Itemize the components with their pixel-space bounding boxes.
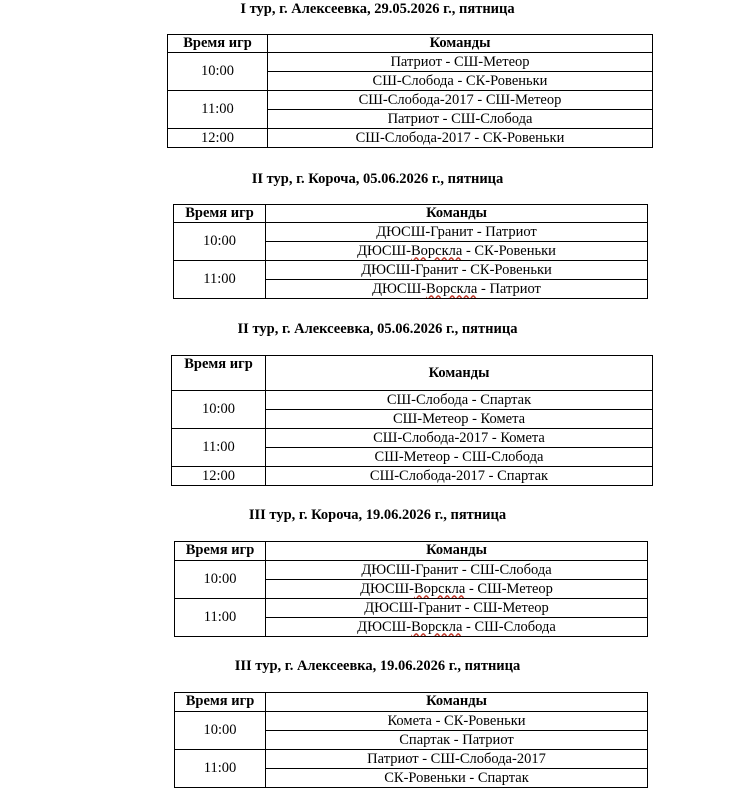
table-header-row <box>168 35 653 53</box>
match-cell <box>266 599 648 618</box>
table-row <box>175 750 648 769</box>
game-time: 10:00 <box>175 561 266 599</box>
table-row <box>172 391 653 410</box>
game-time: 10:00 <box>175 712 266 750</box>
round-heading: I тур, г. Алексеевка, 29.05.2026 г., пятница <box>240 1 515 17</box>
match-text: ДЮСШ-Ворскла - СК-Ровеньки <box>357 242 556 259</box>
table-row <box>175 561 648 580</box>
teams-column-header: Команды <box>266 542 648 561</box>
match-cell <box>266 448 653 467</box>
match-text: ДЮСШ-Гранит - СК-Ровеньки <box>361 261 552 278</box>
game-time: 10:00 <box>172 391 266 429</box>
match-text: Патриот - СШ-Слобода <box>387 110 533 127</box>
spellcheck-underline: Ворскла <box>413 580 466 597</box>
round-heading: II тур, г. Короча, 05.06.2026 г., пятница <box>251 171 504 187</box>
table-row <box>174 261 648 280</box>
game-time: 11:00 <box>172 429 266 467</box>
table-header-row <box>174 205 648 223</box>
teams-column-header: Команды <box>268 35 653 53</box>
table-header-row <box>175 542 648 561</box>
spellcheck-underline: Ворскла <box>411 242 463 259</box>
game-time: 11:00 <box>175 599 266 637</box>
round-heading: II тур, г. Алексеевка, 05.06.2026 г., пятница <box>237 321 518 337</box>
match-cell <box>266 561 648 580</box>
schedule-table <box>167 34 653 148</box>
teams-column-header: Команды <box>266 356 653 391</box>
match-text: Патриот - СШ-Метеор <box>390 53 530 70</box>
match-cell <box>266 750 648 769</box>
match-cell <box>268 72 653 91</box>
match-text: ДЮСШ-Ворскла - СШ-Метеор <box>360 580 553 597</box>
time-column-header: Время игр <box>172 356 266 391</box>
table-row <box>168 53 653 72</box>
game-time: 10:00 <box>168 53 268 91</box>
match-cell <box>268 53 653 72</box>
match-cell <box>268 110 653 129</box>
time-column-header: Время игр <box>168 35 268 53</box>
table-row <box>172 429 653 448</box>
match-text: СШ-Слобода-2017 - Спартак <box>369 467 549 484</box>
match-cell <box>266 391 653 410</box>
game-time: 10:00 <box>174 223 266 261</box>
game-time: 12:00 <box>168 129 268 148</box>
match-cell <box>266 223 648 242</box>
match-cell <box>266 467 653 486</box>
game-time: 11:00 <box>174 261 266 299</box>
match-cell <box>266 242 648 261</box>
match-text: Патриот - СШ-Слобода-2017 <box>367 750 546 767</box>
spellcheck-underline: Ворскла <box>426 280 478 297</box>
match-text: Спартак - Патриот <box>399 731 514 748</box>
match-cell <box>266 618 648 637</box>
game-time: 11:00 <box>168 91 268 129</box>
match-text: ДЮСШ-Гранит - СШ-Метеор <box>364 599 549 616</box>
match-text: ДЮСШ-Ворскла - СШ-Слобода <box>357 618 556 635</box>
game-time: 11:00 <box>175 750 266 788</box>
table-row <box>172 467 653 486</box>
round-heading: III тур, г. Алексеевка, 19.06.2026 г., пятница <box>234 658 521 674</box>
match-cell <box>266 410 653 429</box>
match-cell <box>268 91 653 110</box>
match-text: СК-Ровеньки - Спартак <box>384 769 529 786</box>
match-text: ДЮСШ-Гранит - СШ-Слобода <box>361 561 552 578</box>
table-row <box>175 599 648 618</box>
table-row <box>168 91 653 110</box>
game-time: 12:00 <box>172 467 266 486</box>
time-column-header: Время игр <box>174 205 266 223</box>
match-text: СШ-Слобода-2017 - Комета <box>373 429 545 446</box>
match-text: СШ-Слобода - Спартак <box>386 391 532 408</box>
schedule-table <box>174 692 648 788</box>
match-text: Комета - СК-Ровеньки <box>387 712 526 729</box>
spellcheck-underline: Ворскла <box>411 618 463 635</box>
table-row <box>175 712 648 731</box>
match-cell <box>266 429 653 448</box>
table-row <box>168 129 653 148</box>
match-text: СШ-Метеор - СШ-Слобода <box>374 448 544 465</box>
match-cell <box>266 580 648 599</box>
schedule-table <box>171 355 653 486</box>
match-cell <box>266 280 648 299</box>
match-text: СШ-Метеор - Комета <box>392 410 526 427</box>
table-header-row <box>172 356 653 391</box>
match-text: СШ-Слобода - СК-Ровеньки <box>372 72 548 89</box>
match-cell <box>266 261 648 280</box>
schedule-table <box>173 204 648 299</box>
match-text: СШ-Слобода-2017 - СК-Ровеньки <box>355 129 565 146</box>
round-heading: III тур, г. Короча, 19.06.2026 г., пятница <box>248 507 507 523</box>
time-column-header: Время игр <box>175 693 266 712</box>
match-text: ДЮСШ-Гранит - Патриот <box>376 223 537 240</box>
table-row <box>174 223 648 242</box>
match-text: СШ-Слобода-2017 - СШ-Метеор <box>358 91 562 108</box>
time-column-header: Время игр <box>175 542 266 561</box>
teams-column-header: Команды <box>266 693 648 712</box>
match-cell <box>266 731 648 750</box>
table-header-row <box>175 693 648 712</box>
schedule-table <box>174 541 648 637</box>
match-text: ДЮСШ-Ворскла - Патриот <box>372 280 541 297</box>
teams-column-header: Команды <box>266 205 648 223</box>
match-cell <box>268 129 653 148</box>
match-cell <box>266 712 648 731</box>
match-cell <box>266 769 648 788</box>
